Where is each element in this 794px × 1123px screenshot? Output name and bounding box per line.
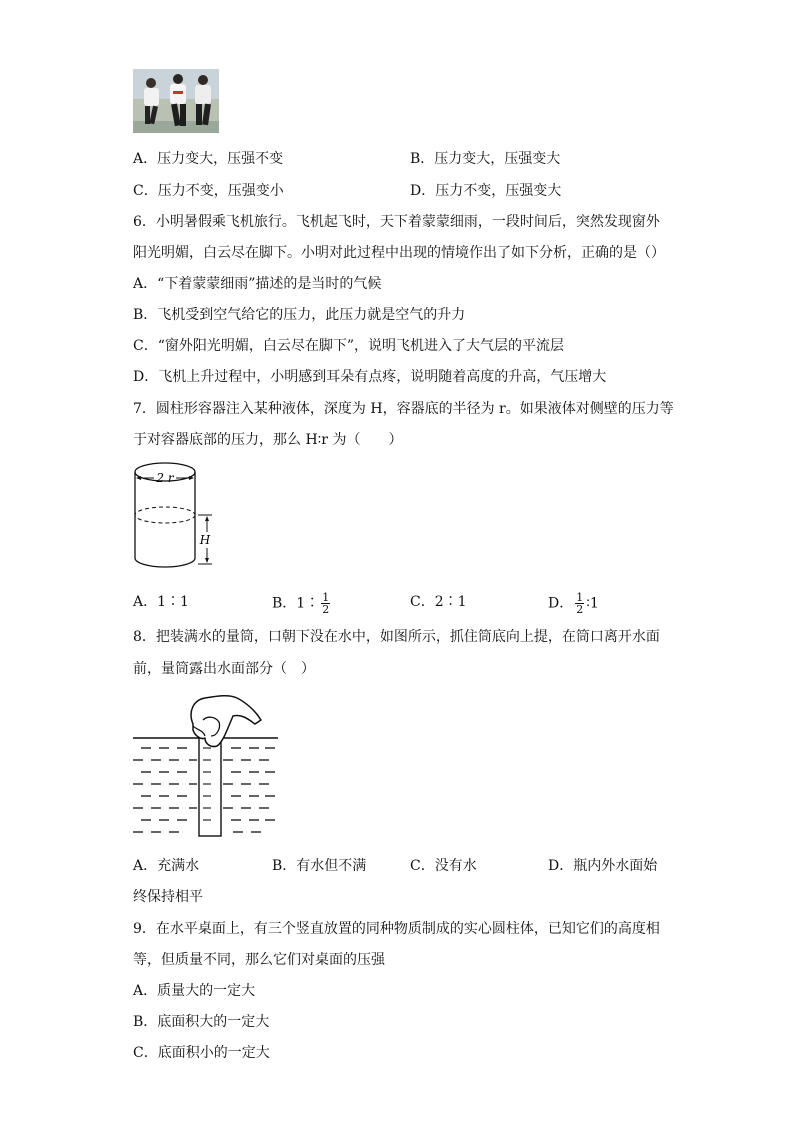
q6-stem-line-2: 阳光明媚，白云尽在脚下。小明对此过程中出现的情境作出了如下分析，正确的是（） bbox=[133, 245, 665, 261]
q8-option-b: B．有水但不满 bbox=[272, 858, 367, 874]
q9-stem-line-1: 9．在水平桌面上，有三个竖直放置的同种物质制成的实心圆柱体，已知它们的高度相 bbox=[133, 921, 660, 937]
q7-stem-line-2: 于对容器底部的压力，那么 H∶r 为（ ） bbox=[133, 432, 403, 448]
diameter-label: 2 r bbox=[156, 471, 174, 485]
fraction-numerator: 1 bbox=[576, 591, 584, 604]
q7-option-d-fraction bbox=[575, 592, 584, 615]
fraction-denominator: 2 bbox=[322, 603, 330, 616]
q8-option-c: C．没有水 bbox=[410, 858, 477, 874]
graduated-cylinder-water-diagram bbox=[133, 690, 283, 840]
q8-option-d-continuation: 终保持相平 bbox=[133, 889, 203, 905]
q8-stem-line-1: 8．把装满水的量筒，口朝下没在水中，如图所示，抓住筒底向上提，在筒口离开水面 bbox=[133, 629, 660, 645]
q5-option-c: C．压力不变，压强变小 bbox=[133, 183, 284, 199]
q5-option-d: D．压力不变，压强变大 bbox=[410, 183, 562, 199]
q6-stem-line-1: 6．小明暑假乘飞机旅行。飞机起飞时，天下着蒙蒙细雨，一段时间后，突然发现窗外 bbox=[133, 214, 660, 230]
q6-option-c: C．“窗外阳光明媚，白云尽在脚下”，说明飞机进入了大气层的平流层 bbox=[133, 338, 565, 354]
q7-option-c: C．2∶1 bbox=[410, 594, 467, 610]
cylinder-diagram bbox=[128, 458, 223, 570]
people-walking-photo bbox=[133, 69, 219, 133]
q7-stem-line-1: 7．圆柱形容器注入某种液体，深度为 H，容器底的半径为 r。如果液体对侧壁的压力等 bbox=[133, 401, 674, 417]
q7-option-d-suffix: ∶1 bbox=[586, 595, 599, 612]
q9-stem-line-2: 等，但质量不同，那么它们对桌面的压强 bbox=[133, 952, 385, 968]
q8-stem-line-2: 前，量筒露出水面部分（ ） bbox=[133, 661, 315, 677]
q9-option-b: B．底面积大的一定大 bbox=[133, 1014, 270, 1030]
q7-option-b bbox=[272, 592, 332, 615]
fraction-numerator: 1 bbox=[322, 591, 330, 604]
q7-option-b-fraction bbox=[321, 592, 330, 615]
q9-option-c: C．底面积小的一定大 bbox=[133, 1045, 270, 1061]
height-label: H bbox=[199, 533, 211, 547]
q6-option-b: B．飞机受到空气给它的压力，此压力就是空气的升力 bbox=[133, 307, 466, 323]
q8-option-d: D．瓶内外水面始 bbox=[548, 858, 658, 874]
fraction-denominator: 2 bbox=[576, 603, 584, 616]
q7-option-a: A．1∶1 bbox=[133, 594, 189, 610]
q7-option-d bbox=[548, 592, 599, 615]
q6-option-a: A．“下着蒙蒙细雨”描述的是当时的气候 bbox=[133, 276, 382, 292]
q5-option-b: B．压力变大，压强变大 bbox=[410, 151, 561, 167]
q8-option-a: A．充满水 bbox=[133, 858, 200, 874]
q6-option-d: D．飞机上升过程中，小明感到耳朵有点疼，说明随着高度的升高，气压增大 bbox=[133, 369, 607, 385]
q7-option-d-prefix: D． bbox=[548, 595, 574, 612]
q9-option-a: A．质量大的一定大 bbox=[133, 983, 256, 999]
q5-option-a: A．压力变大，压强不变 bbox=[133, 151, 284, 167]
q7-option-b-prefix: B．1∶ bbox=[272, 595, 320, 612]
